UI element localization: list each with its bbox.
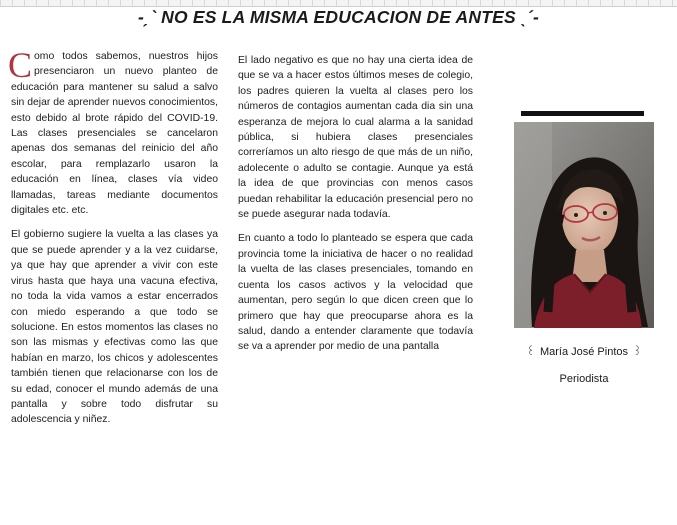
article-title: -ˏˋ NO ES LA MISMA EDUCACION DE ANTES ˎˊ- [138,7,539,27]
drop-cap: C [8,45,33,85]
article-column-left [8,45,218,437]
author-name: María José Pintos [539,346,629,358]
paragraph-government: El gobierno sugiere la vuelta a las clases ya que se puede aprender y a la vez cuidarse, ya que hay que aprender a vivir con este virus hasta que haya una vacuna efectiva, no toda la vida vamos a estar encerrados con miedo esperando a que todo se solucione. En estos momentos las clases no son las mismas y efectivas como las que habían en marzo, los chicos y adolescentes también tienen que relacionarse con los de su edad, conocer el mundo además de una pantalla y sobre todo disfrutar su adolescencia y niñez. [11,229,218,426]
paragraph-negative-side: El lado negativo es que no hay una cierta idea de que se va a hacer estos últimos meses de colegio, los padres quieren la vuelta al clases pero los números de contagios aumentan cada dia sin una esperanza de mejora lo cual alarma a la sanidad pública, si hubiera clases presenciales correríamos un alto riesgo de que más de un niño, adolecente o adulto se contagie. Aunque ya está la idea de que provincias con menos casos puedan rehabilitar la educación presencial pero no se puede asegurar nada todavía. [238,55,473,221]
author-name-caption [514,343,654,358]
caption-decoration-left: ꒰ [526,346,535,358]
article-column-middle [238,53,473,364]
photo-top-rule [521,111,644,116]
paragraph-conclusion: En cuanto a todo lo planteado se espera que cada provincia tome la iniciativa de hacer o no realidad la vuelta de las clases presenciales, tomando en cuenta los casos activos y la velocidad que aumentan, pero según lo que dicen creen que lo primero que hay que preocuparse ahora es la salud, dando a entender claramente que todavía se va a aprender por medio de una pantalla [238,233,473,353]
paragraph-intro [8,45,218,218]
ruler-ticks [0,0,677,6]
paragraph-intro-text: omo todos sabemos, nuestros hijos presenciaron un nuevo planteo de educación para mantener su salud a salvo sin dejar de aprender nuevos conocimientos, esto debido al brote rápido del COVID-19. Las clases presenciales se cancelaron apenas dos semanas del reinicio del año escolar, para remplazarlo usaron la educación en línea, clases vía video llamadas, tareas mediante documentos digitales etc. etc. [11,51,218,217]
author-role: Periodista [559,373,609,385]
caption-decoration-right: ꒱ [633,346,642,358]
author-photo [514,122,654,328]
